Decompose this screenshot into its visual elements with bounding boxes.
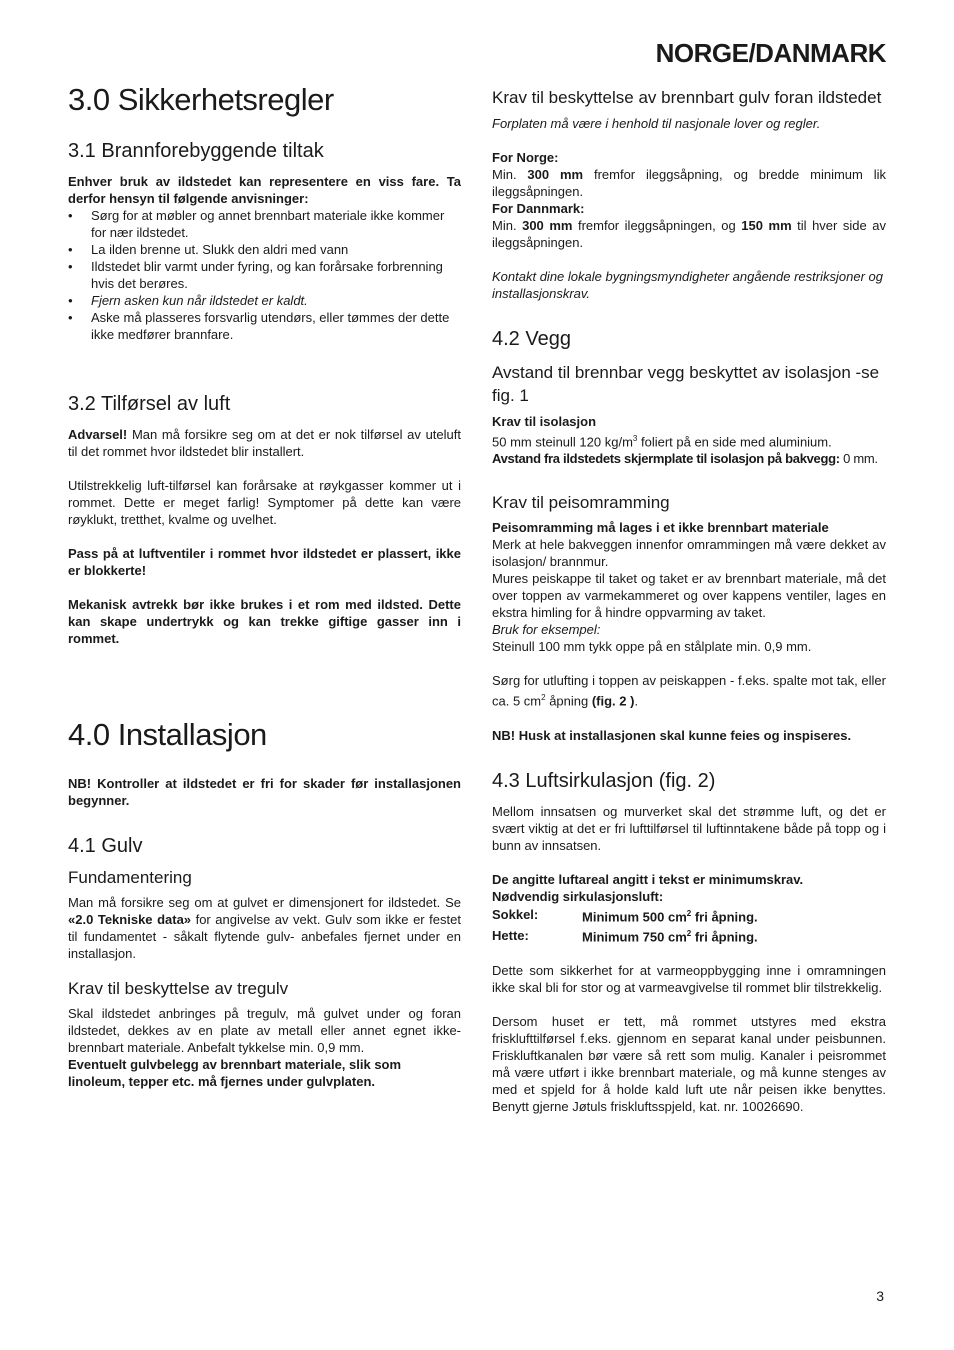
right-column: [492, 86, 886, 1115]
foundation-paragraph: Man må forsikre seg om at gulvet er dimensjonert for ildstedet. Se «2.0 Tekniske data» for angivelse av vekt. Gulv som ikke er festet til fundamentet - såkalt flytende gulv- anbefales fjernet under en installasjon.: [68, 895, 461, 961]
floor-protection-note: Forplaten må være i henhold til nasjonale lover og regler.: [492, 116, 821, 131]
frame-paragraph-2: Mures peiskappe til taket og taket er av brennbart materiale, må det over toppen av varmekammeret og over kappens ventiler, lages en ekstra himling for å hindre oppvarming av taket.: [492, 571, 886, 621]
list-item: • Aske må plasseres forsvarlig utendørs, eller tømmes der dette ikke medfører brannfare.: [68, 309, 461, 343]
warning-text: Man må forsikre seg om at det er nok tilførsel av uteluft til det rommet hvor ildstedet blir installert.: [68, 427, 461, 459]
norway-label: For Norge:: [492, 150, 559, 165]
section-3-2-title: 3.2 Tilførsel av luft: [68, 393, 231, 415]
section-3-2-warning: [68, 426, 461, 460]
section-3-2-paragraph: Utilstrekkelig luft-tilførsel kan forårsake at røykgasser kommer ut i rommet. Dette er meget farlig! Symptomer på dette kan være røyklukt, tretthet, kvalme og uvelhet.: [68, 478, 461, 527]
foundation-title: Fundamentering: [68, 868, 192, 887]
frame-paragraph-1: Merk at hele bakveggen innenfor omrammingen må være dekket av isolasjon/ brannmur.: [492, 537, 886, 570]
floor-protection-title: Krav til beskyttelse av brennbart gulv foran ildstedet: [492, 88, 882, 107]
contact-note: Kontakt dine lokale bygningsmyndigheter angående restriksjoner og installasjonskrav.: [492, 269, 883, 301]
section-4-title: 4.0 Installasjon: [68, 717, 267, 752]
section-4-nb: NB! Kontroller at ildstedet er fri for skader før installasjonen begynner.: [68, 776, 461, 808]
list-item: • Sørg for at møbler og annet brennbart materiale ikke kommer for nær ildstedet.: [68, 207, 461, 241]
left-column: [68, 82, 461, 1090]
req-line-2: Nødvendig sirkulasjonsluft:: [492, 888, 664, 904]
safety-list: [68, 207, 461, 343]
country-header: NORGE/DANMARK: [655, 38, 886, 68]
list-item: • Fjern asken kun når ildstedet er kaldt.: [68, 292, 461, 309]
circulation-table: [492, 905, 758, 946]
section-4-2-title: 4.2 Vegg: [492, 328, 571, 350]
table-row: Sokkel: Minimum 500 $cm^2$ fri åpning.: [492, 907, 758, 924]
frame-paragraph-3: Steinull 100 mm tykk oppe på en stålplate min. 0,9 mm.: [492, 639, 812, 655]
section-3-1-title: 3.1 Brannforebyggende tiltak: [68, 140, 324, 162]
section-4-2-nb: NB! Husk at installasjonen skal kunne feies og inspiseres.: [492, 727, 852, 743]
warning-label: Advarsel!: [68, 427, 128, 442]
frame-example-label: Bruk for eksempel:: [492, 622, 601, 638]
section-3-1-intro: Enhver bruk av ildstedet kan representere en viss fare. Ta derfor hensyn til følgende anvisninger:: [68, 174, 461, 206]
distance-text: Avstand fra ildstedets skjermplate til isolasjon på bakvegg: 0 mm.: [492, 451, 878, 467]
section-4-3-paragraph-3: Dersom huset er tett, må rommet utstyres med ekstra frisklufttilførsel f.eks. gjennom en separat kanal under peisbunnen. Friskluftkanalen bør være så rett som mulig. Kanaler i peisrommet må være utført i ikke brennbart materiale, og må kunne stenges av med et spjeld for å holde kald luft ute når peisen ikke benyttes. Benytt gjerne Jøtuls friskluftsspjeld, kat. nr. 10026690.: [492, 1014, 886, 1115]
insulation-label: Krav til isolasjon: [492, 414, 597, 429]
list-item: • La ilden brenne ut. Slukk den aldri med vann: [68, 241, 461, 258]
frame-title: Krav til peisomramming: [492, 493, 670, 513]
wood-floor-paragraph: Skal ildstedet anbringes på tregulv, må gulvet under og foran ildstedet, dekkes av en plate av metall eller annet egnet ikke-brennbart materiale. Anbefalt tykkelse min. 0,9 mm.: [68, 1006, 461, 1055]
section-4-1-title: 4.1 Gulv: [68, 835, 143, 857]
section-3-2-exhaust-note: Mekanisk avtrekk bør ikke brukes i et rom med ildsted. Dette kan skape undertrykk og kan trekke giftige gasser inn i rommet.: [68, 597, 461, 646]
wood-floor-note: Eventuelt gulvbelegg av brennbart materiale, slik som linoleum, tepper etc. må fjernes under gulvplaten.: [68, 1057, 402, 1089]
section-4-3-paragraph-1: Mellom innsatsen og murverket skal det strømme luft, og det er svært viktig at det er fri lufttilførsel til luftinntakene både på topp og i bunn av innsatsen.: [492, 803, 886, 853]
page-number: 3: [876, 1288, 884, 1304]
frame-bold-note: Peisomramming må lages i et ikke brennbart materiale: [492, 520, 829, 536]
list-item: • Ildstedet blir varmt under fyring, og kan forårsake forbrenning hvis det berøres.: [68, 258, 461, 292]
section-3-title: 3.0 Sikkerhetsregler: [68, 82, 334, 117]
norway-requirement: Min. 300 mm fremfor ileggsåpning, og bredde minimum lik ileggsåpningen.: [492, 167, 886, 199]
vent-paragraph: Sørg for utlufting i toppen av peiskappen - f.eks. spalte mot tak, eller ca. 5 $cm^2$ åpning (fig. 2 ).: [492, 673, 886, 709]
section-4-3-paragraph-2: Dette som sikkerhet for at varmeoppbygging inne i omramningen ikke skal bli for stor og at varmeavgivelse til rommet blir tilstrekkelig.: [492, 963, 886, 996]
section-4-3-title: 4.3 Luftsirkulasjon (fig. 2): [492, 769, 716, 792]
section-3-2-vents-note: Pass på at luftventiler i rommet hvor ildstedet er plassert, ikke er blokkerte!: [68, 546, 461, 578]
wood-floor-title: Krav til beskyttelse av tregulv: [68, 979, 289, 998]
insulation-text: 50 mm steinull 120 $kg/m^3$ foliert på en side med aluminium.: [492, 434, 832, 450]
denmark-label: For Dannmark:: [492, 201, 585, 216]
table-row: Hette: Minimum 750 $cm^2$ fri åpning.: [492, 927, 758, 945]
wall-distance-title: Avstand til brennbar vegg beskyttet av isolasjon -se fig. 1: [492, 363, 880, 405]
req-line-1: De angitte luftareal angitt i tekst er minimumskrav.: [492, 871, 804, 887]
denmark-requirement: Min. 300 mm fremfor ileggsåpningen, og 150 mm til hver side av ileggsåpningen.: [492, 218, 887, 250]
